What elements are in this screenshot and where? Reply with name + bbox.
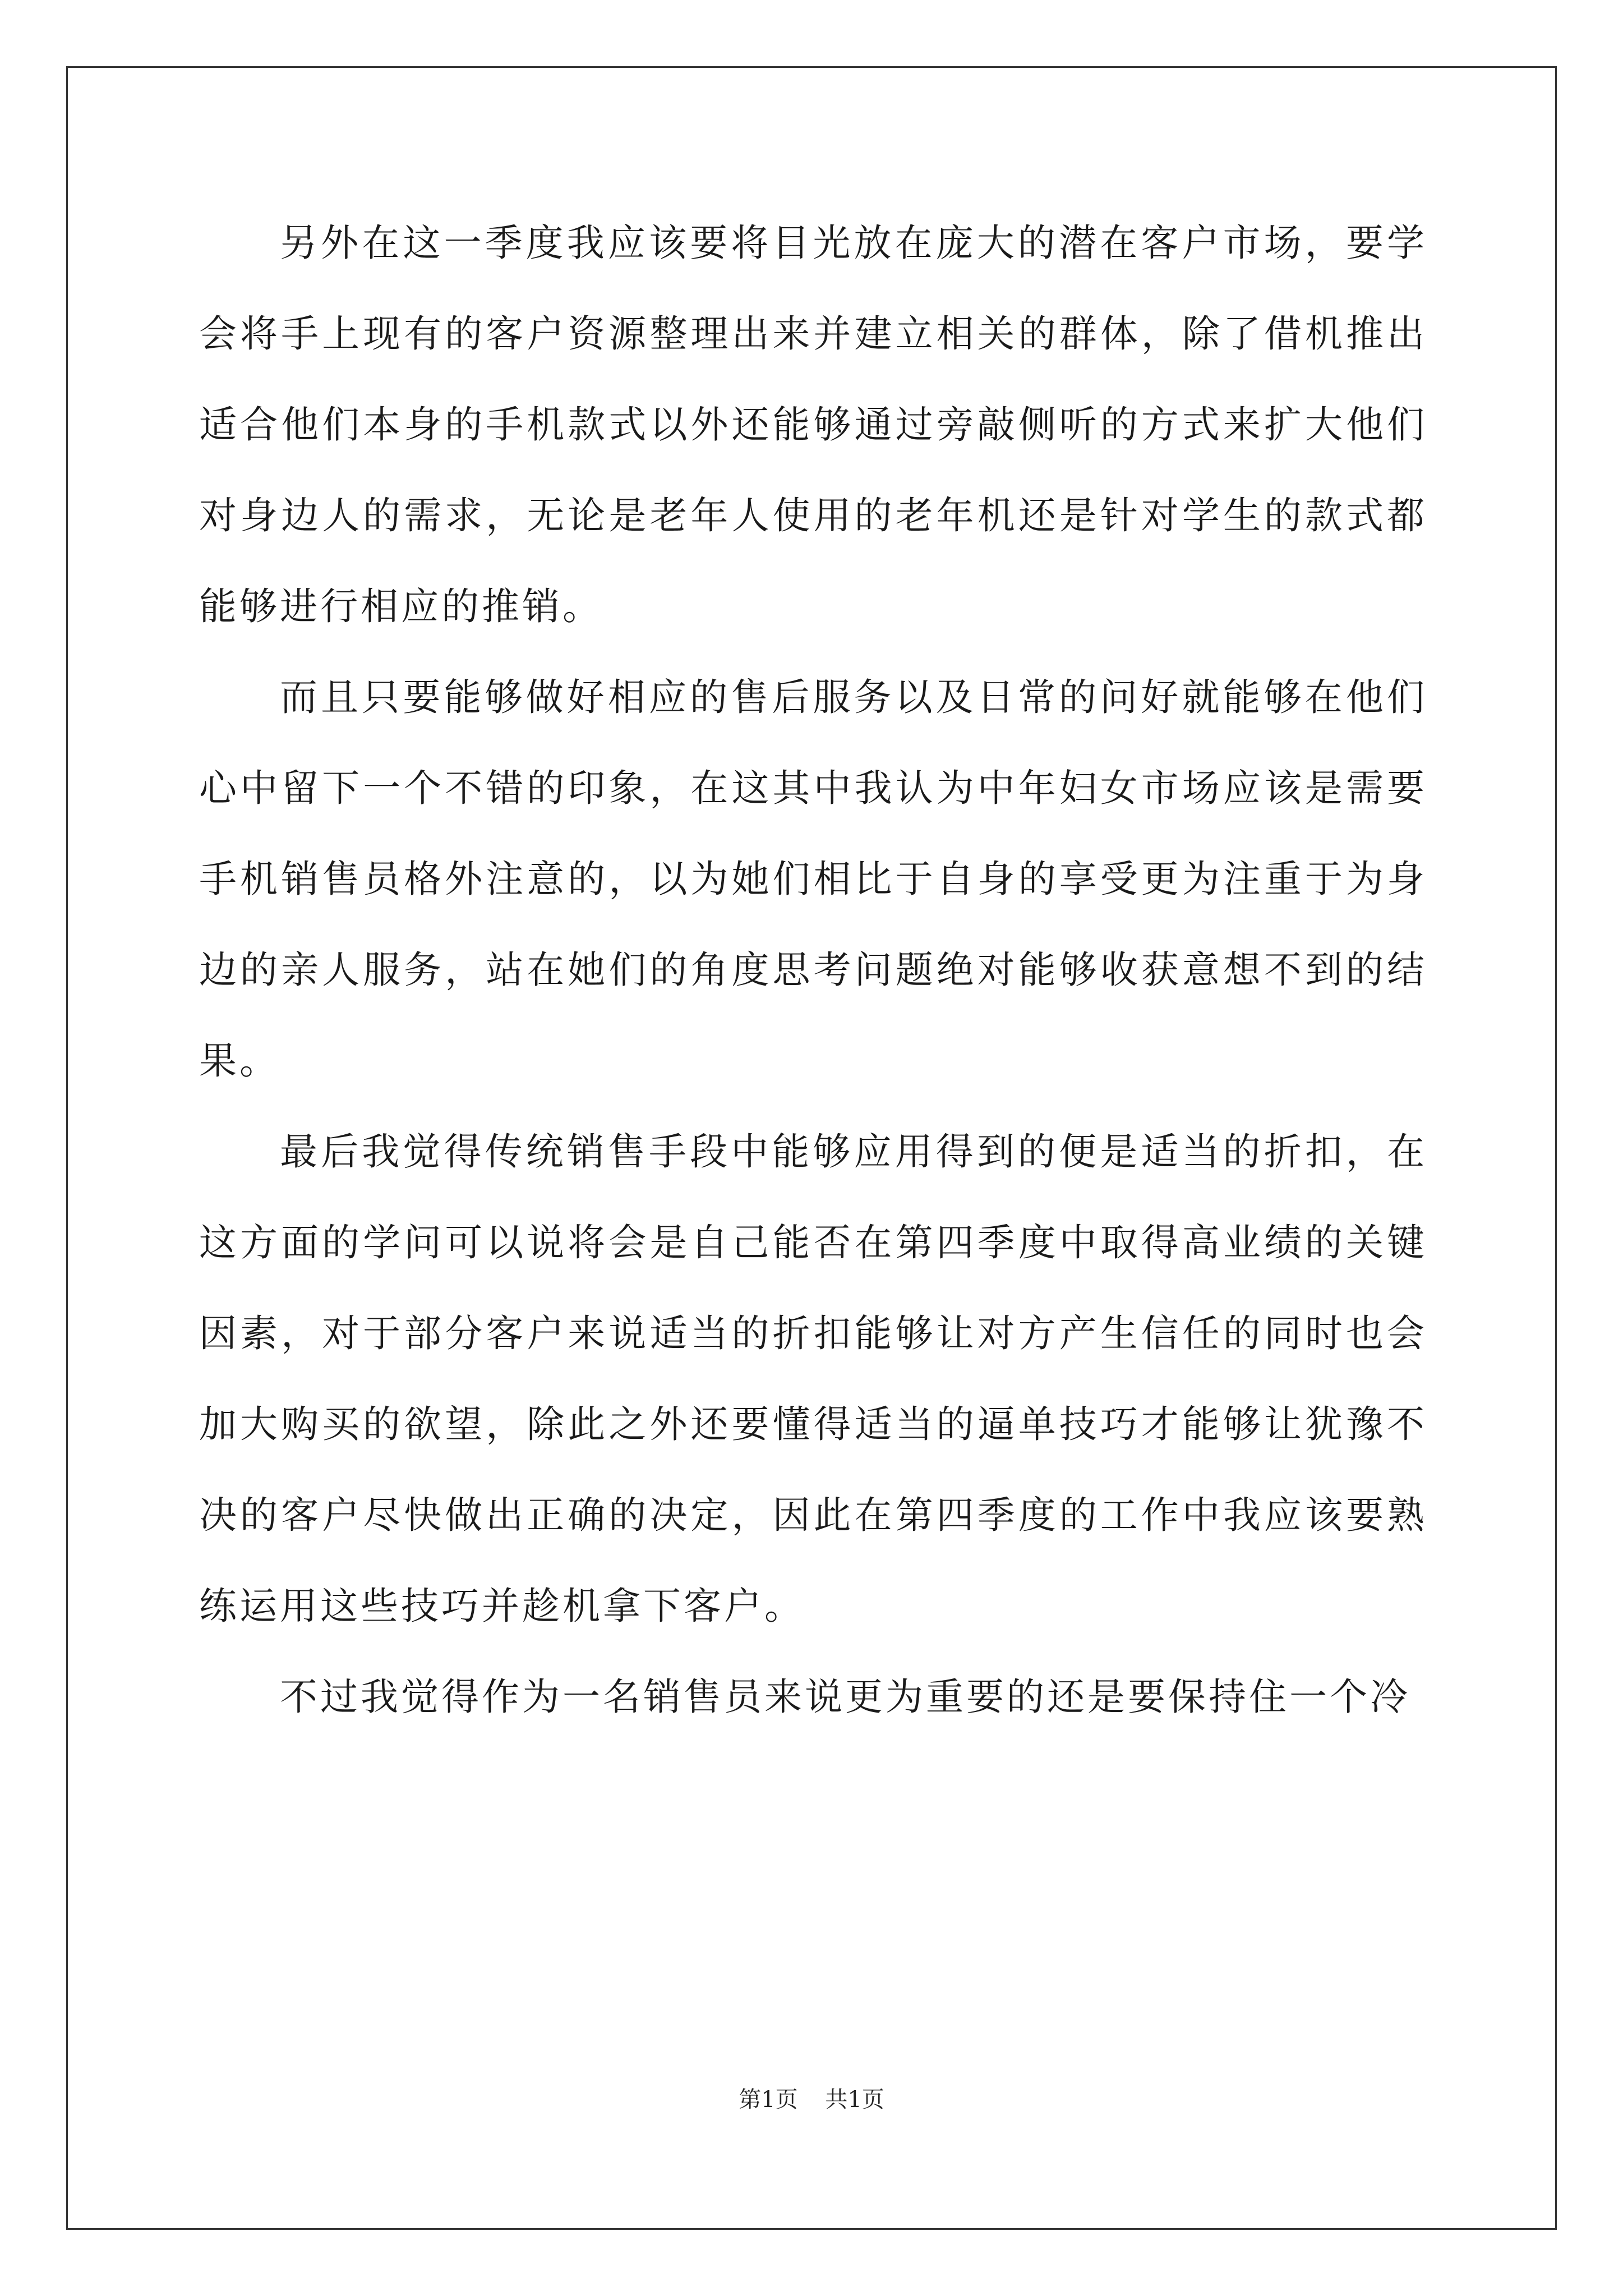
document-body <box>199 197 1427 1742</box>
page-footer <box>0 2086 1623 2114</box>
page-total: 共1页 <box>825 2087 884 2113</box>
paragraph-2: 而且只要能够做好相应的售后服务以及日常的问好就能够在他们心中留下一个不错的印象，在这其中我认为中年妇女市场应该是需要手机销售员格外注意的，以为她们相比于自身的享受更为注重于为身边的亲人服务，站在她们的角度思考问题绝对能够收获意想不到的结果。 <box>199 675 1427 1083</box>
paragraph-1: 另外在这一季度我应该要将目光放在庞大的潜在客户市场，要学会将手上现有的客户资源整理出来并建立相关的群体，除了借机推出适合他们本身的手机款式以外还能够通过旁敲侧听的方式来扩大他们对身边人的需求，无论是老年人使用的老年机还是针对学生的款式都能够进行相应的推销。 <box>199 221 1427 628</box>
paragraph-4: 不过我觉得作为一名销售员来说更为重要的还是要保持住一个冷 <box>280 1675 1410 1719</box>
page-number: 第1页 <box>739 2087 798 2113</box>
paragraph-3: 最后我觉得传统销售手段中能够应用得到的便是适当的折扣，在这方面的学问可以说将会是自己能否在第四季度中取得高业绩的关键因素，对于部分客户来说适当的折扣能够让对方产生信任的同时也会加大购买的欲望，除此之外还要懂得适当的逼单技巧才能够让犹豫不决的客户尽快做出正确的决定，因此在第四季度的工作中我应该要熟练运用这些技巧并趁机拿下客户。 <box>199 1130 1427 1628</box>
